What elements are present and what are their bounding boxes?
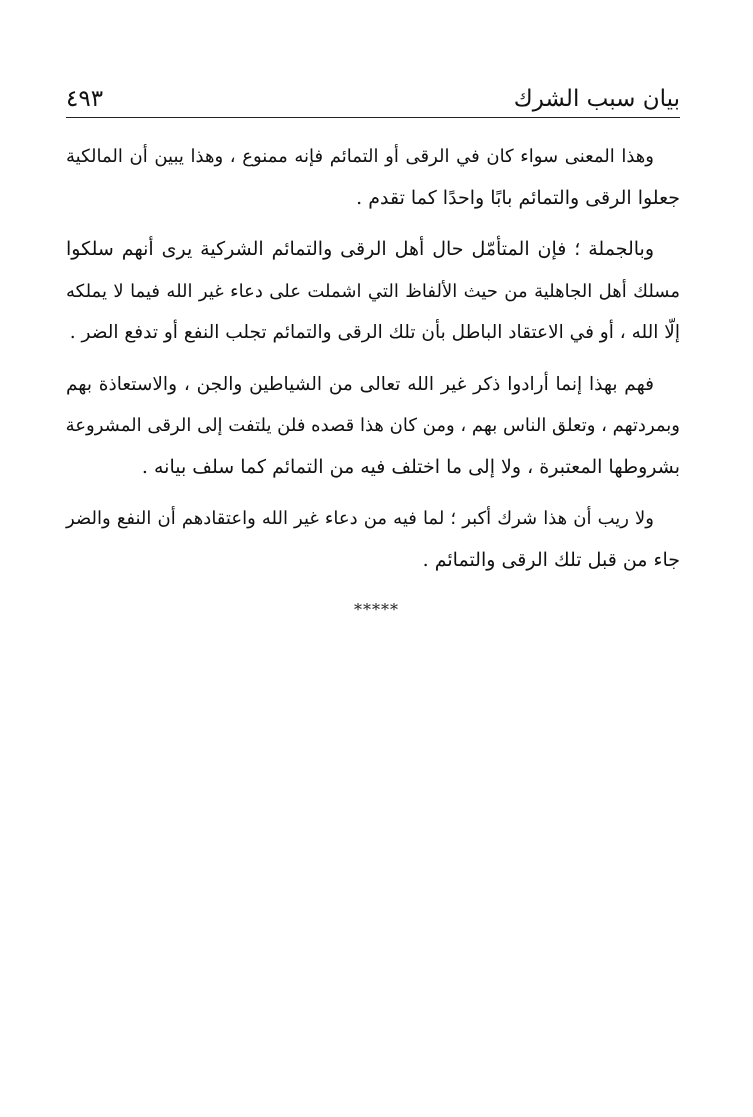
body-text bbox=[66, 136, 680, 591]
paragraph bbox=[66, 498, 680, 581]
section-separator: ***** bbox=[354, 600, 399, 619]
text-line: فهم بهذا إنما أرادوا ذكر غير الله تعالى من الشياطين والجن ، والاستعاذة بهم bbox=[66, 373, 654, 395]
text-line: جاء من قبل تلك الرقى والتمائم . bbox=[422, 548, 680, 571]
page-header bbox=[66, 84, 680, 116]
text-line: إلّا الله ، أو في الاعتقاد الباطل بأن تلك الرقى والتمائم تجلب النفع أو تدفع الضر . bbox=[69, 322, 680, 343]
page-number: ٤٩٣ bbox=[66, 86, 104, 112]
running-title: بيان سبب الشرك bbox=[513, 86, 680, 112]
paragraph bbox=[66, 136, 680, 219]
text-line: وبمردتهم ، وتعلق الناس بهم ، ومن كان هذا قصده فلن يلتفت إلى الرقى المشروعة bbox=[65, 415, 680, 436]
text-line: ولا ريب أن هذا شرك أكبر ؛ لما فيه من دعاء غير الله واعتقادهم أن النفع والضر bbox=[66, 508, 654, 529]
text-line: بشروطها المعتبرة ، ولا إلى ما اختلف فيه من التمائم كما سلف بيانه . bbox=[141, 455, 680, 478]
text-line: جعلوا الرقى والتمائم بابًا واحدًا كما تقدم . bbox=[356, 186, 680, 209]
text-line: وهذا المعنى سواء كان في الرقى أو التمائم فإنه ممنوع ، وهذا يبين أن المالكية bbox=[66, 146, 654, 167]
text-line: مسلك أهل الجاهلية من حيث الألفاظ التي اشملت على دعاء غير الله فيما لا يملكه bbox=[66, 280, 680, 302]
paragraph bbox=[66, 364, 680, 489]
text-line: وبالجملة ؛ فإن المتأمّل حال أهل الرقى والتمائم الشركية يرى أنهم سلكوا bbox=[66, 238, 654, 260]
header-rule bbox=[66, 117, 680, 118]
paragraph bbox=[66, 229, 680, 354]
